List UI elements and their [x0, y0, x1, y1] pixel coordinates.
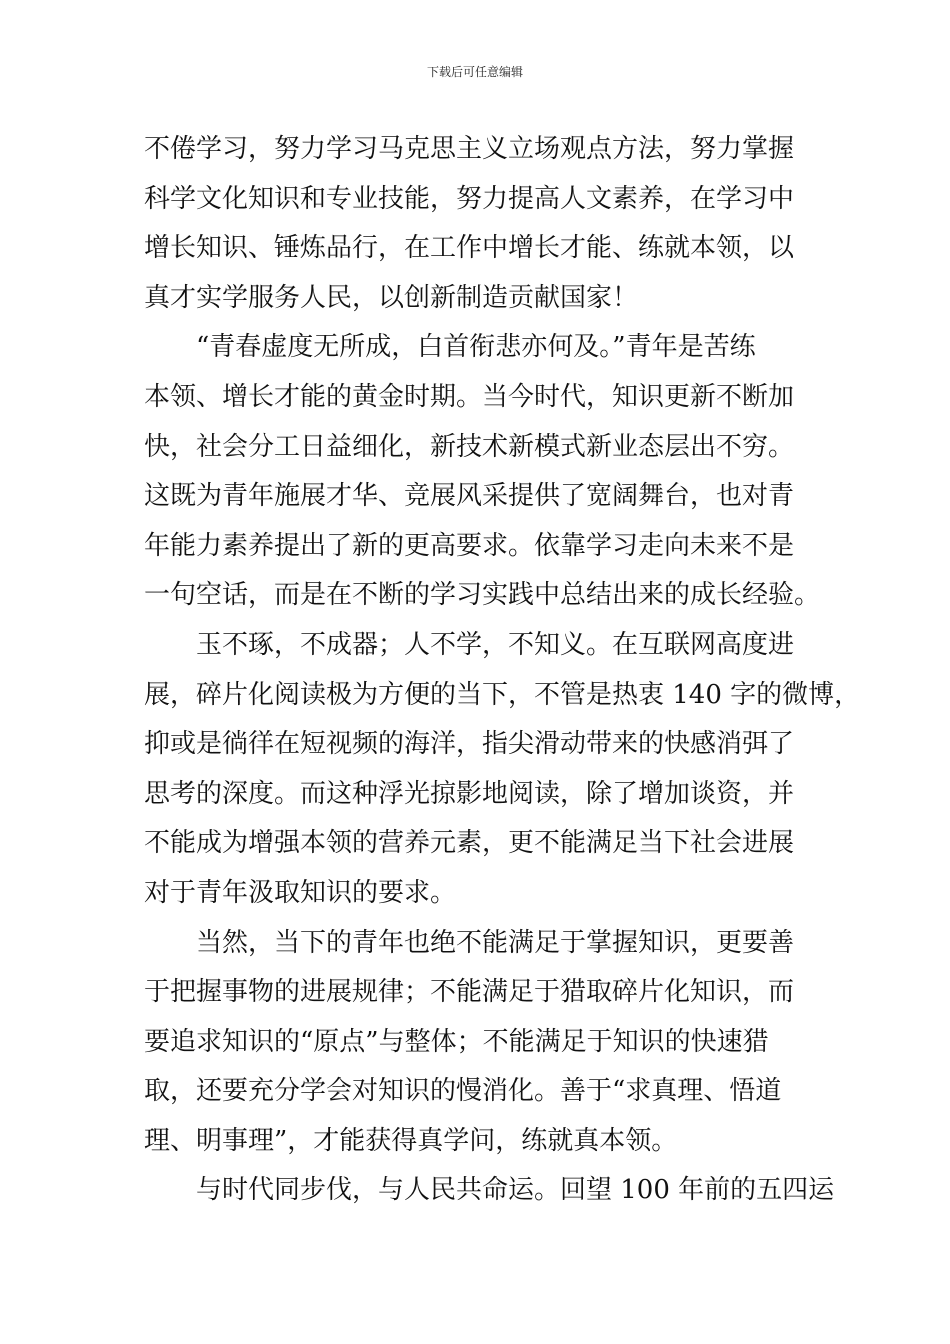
paragraph-first-line: 当然，当下的青年也绝不能满足于掌握知识，更要善: [196, 927, 795, 958]
text-line: 理、明事理”，才能获得真学问，练就真本领。: [144, 1125, 678, 1156]
paragraph-first-line: “青春虚度无所成，白首衔悲亦何及。”青年是苦练: [196, 332, 756, 363]
body-text: [144, 125, 861, 1216]
text-line: 不能成为增强本领的营养元素，更不能满足当下社会进展: [144, 828, 795, 859]
text-line: 不倦学习，努力学习马克思主义立场观点方法，努力掌握: [144, 134, 795, 164]
text-line: 年能力素养提出了新的更高要求。依靠学习走向未来不是: [144, 530, 795, 561]
text-line: 增长知识、锤炼品行，在工作中增长才能、练就本领，以: [144, 233, 795, 264]
text-line: 取，还要充分学会对知识的慢消化。善于“求真理、悟道: [144, 1076, 782, 1107]
text-line: 思考的深度。而这种浮光掠影地阅读，除了增加谈资，并: [144, 778, 795, 809]
text-line: 科学文化知识和专业技能，努力提高人文素养，在学习中: [144, 183, 795, 214]
text-line: 一句空话，而是在不断的学习实践中总结出来的成长经验。: [144, 580, 821, 611]
text-line: 快，社会分工日益细化，新技术新模式新业态层出不穷。: [144, 431, 795, 462]
text-line: 真才实学服务人民，以创新制造贡献国家！: [144, 282, 639, 313]
text-line: 于把握事物的进展规律；不能满足于猎取碎片化知识，而: [144, 977, 795, 1008]
text-line: 对于青年汲取知识的要求。: [144, 877, 457, 908]
text-line: 这既为青年施展才华、竞展风采提供了宽阔舞台，也对青: [144, 481, 795, 512]
page-header: 下载后可任意编辑: [426, 65, 523, 79]
paragraph-first-line: 玉不琢，不成器；人不学，不知义。在互联网高度进: [196, 629, 795, 660]
text-line: 抑或是徜徉在短视频的海洋，指尖滑动带来的快感消弭了: [144, 729, 795, 760]
text-line: 本领、增长才能的黄金时期。当今时代，知识更新不断加: [144, 381, 795, 412]
text-line: 要追求知识的“原点”与整体；不能满足于知识的快速猎: [144, 1026, 769, 1057]
paragraph-first-line: 与时代同步伐，与人民共命运。回望 100 年前的五四运: [196, 1175, 835, 1206]
text-line: 展，碎片化阅读极为方便的当下，不管是热衷 140 字的微博，: [144, 679, 861, 710]
